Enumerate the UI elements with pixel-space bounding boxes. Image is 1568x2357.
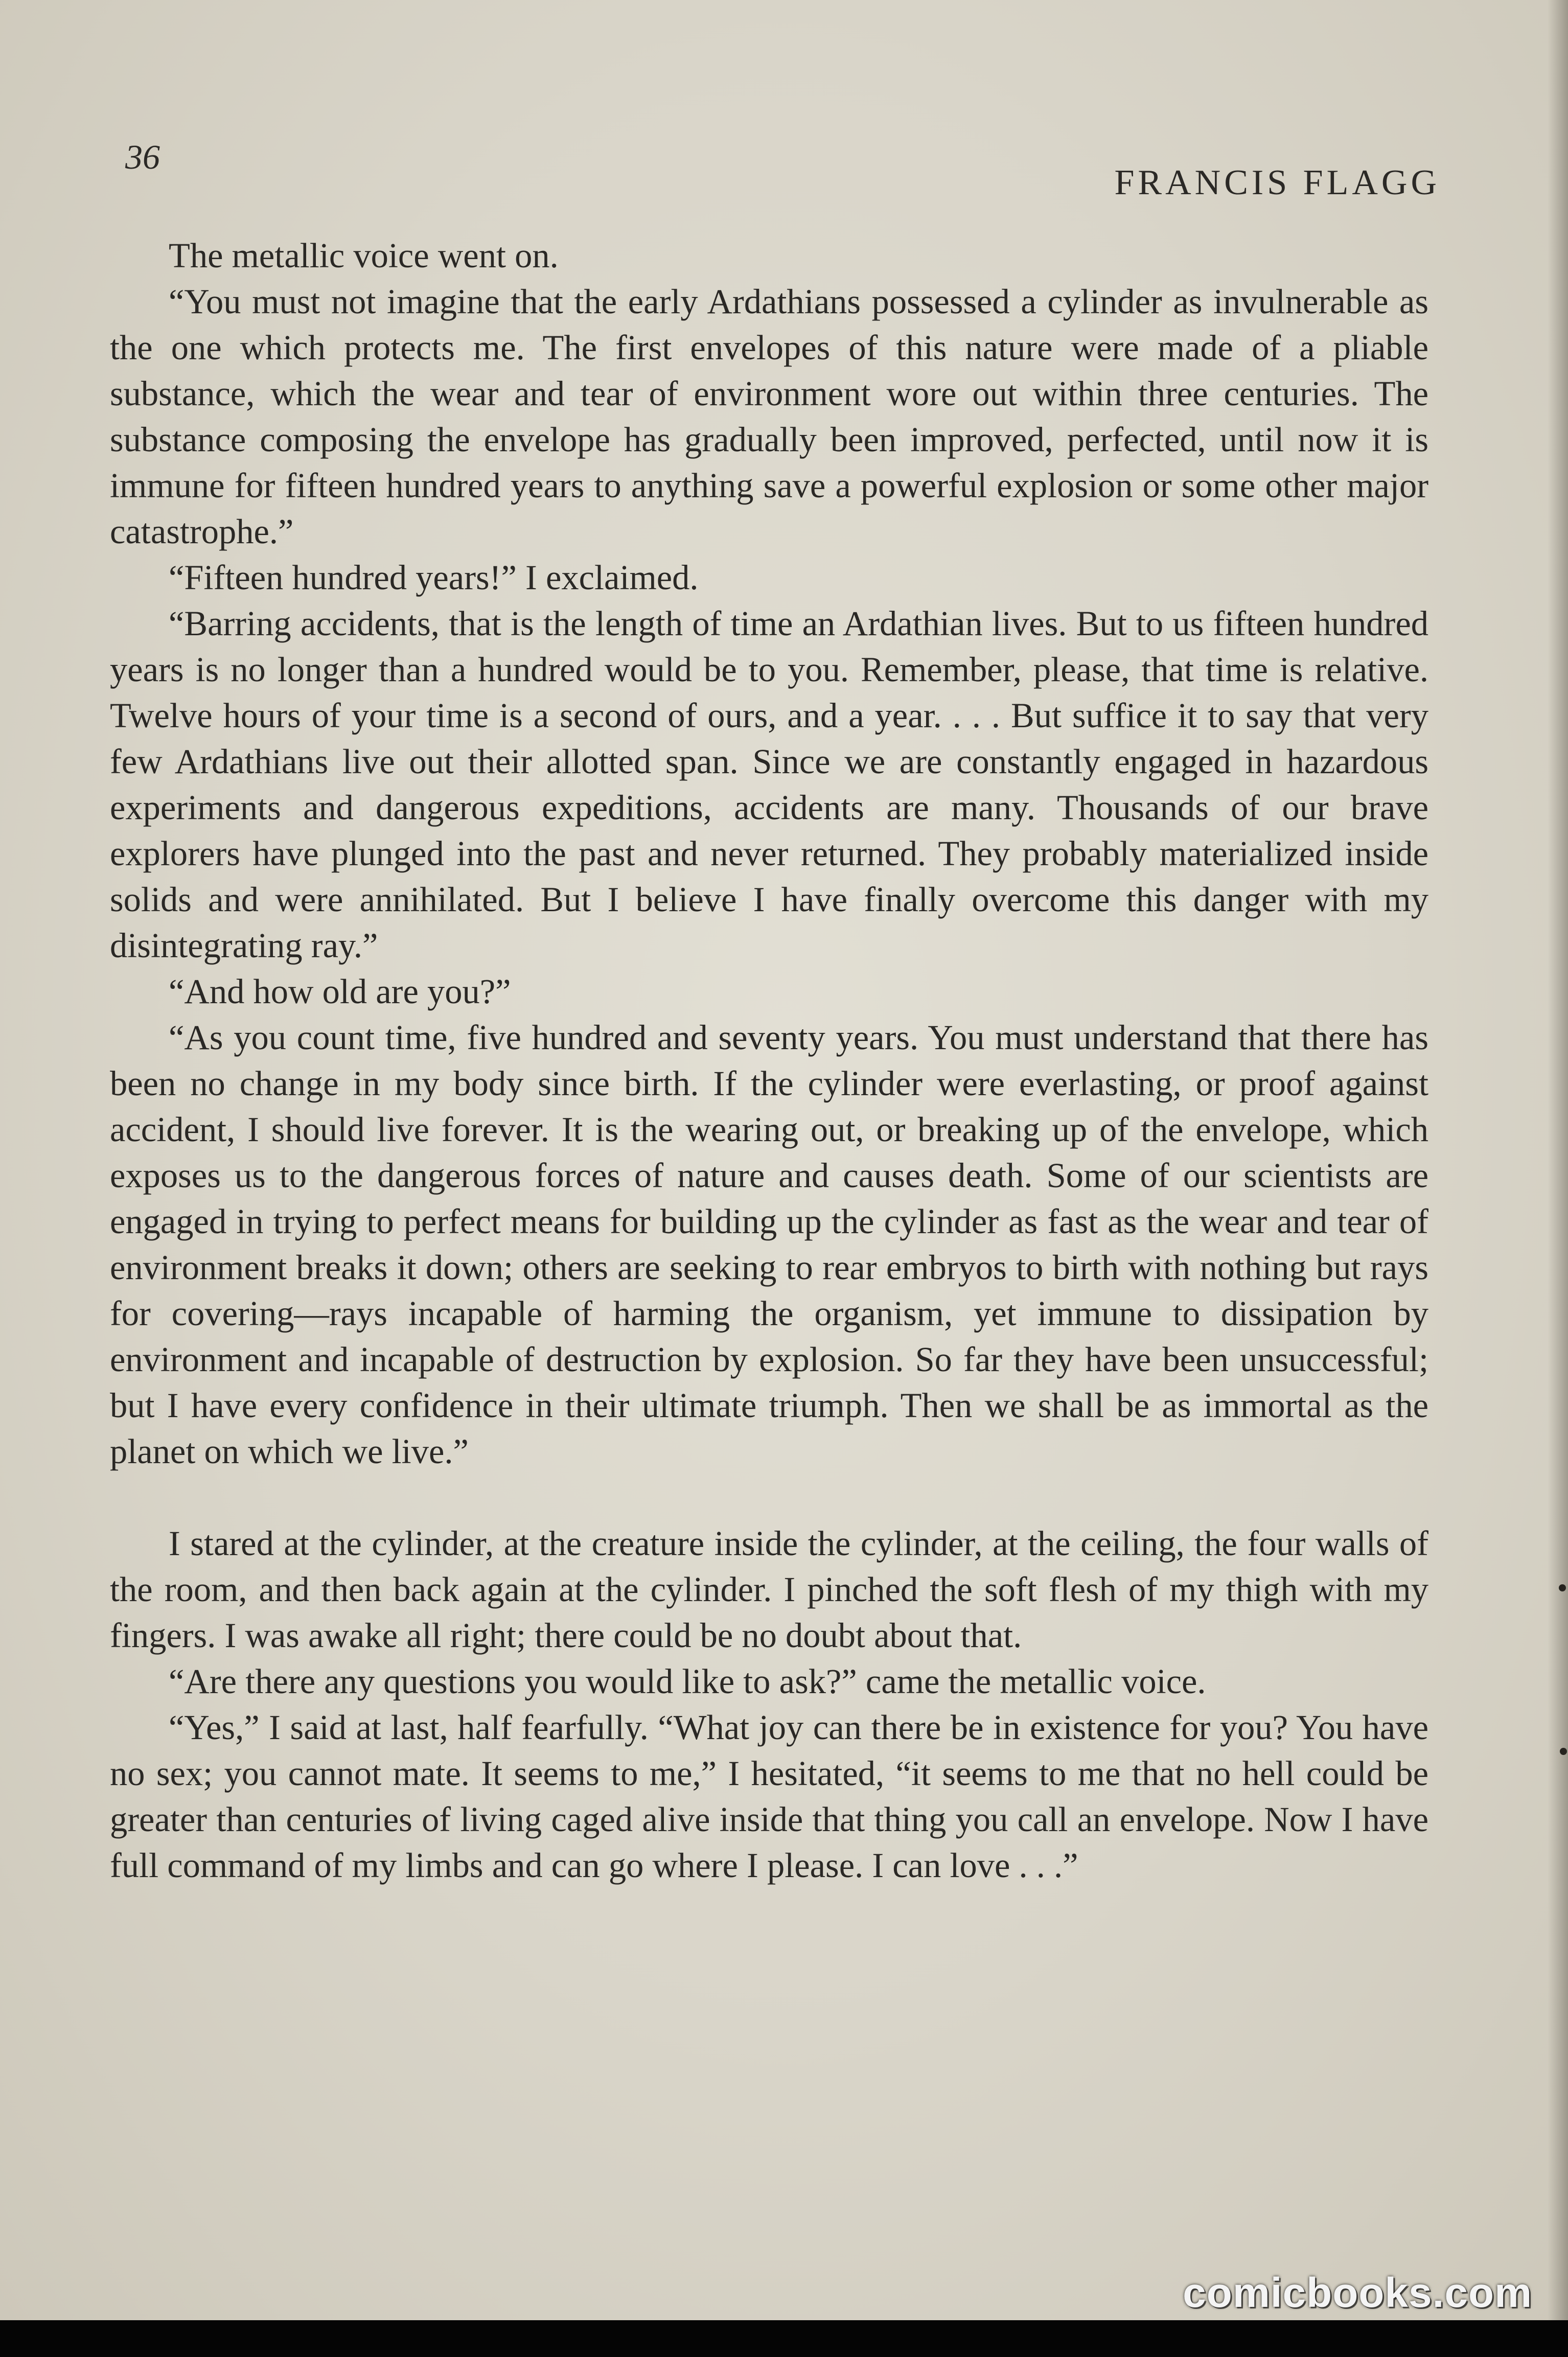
paragraph: I stared at the cylinder, at the creature inside the cylinder, at the ceiling, the four walls of the room, and then back again at the cylinder. I pinched the soft flesh of my thigh with my fingers. I was awake all right; there could be no doubt about that. [110,1524,1428,1655]
running-head: FRANCIS FLAGG [1114,163,1440,202]
paragraph: The metallic voice went on. [169,236,559,275]
paragraph: “Are there any questions you would like to ask?” came the metallic voice. [169,1662,1206,1701]
paragraph: “As you count time, five hundred and seventy years. You must understand that there has been no change in my body since birth. If the cylinder were everlasting, or proof against accident, I should live forever. It is the wearing out, or breaking up of the envelope, which exposes us to the dangerous forces of nature and causes death. Some of our scientists are engaged in trying to perfect means for building up the cylinder as fast as the wear and tear of environment breaks it down; others are seeking to rear embryos to birth with nothing but rays for covering—rays incapable of harming the organism, yet immune to dissipation by environment and incapable of destruction by explosion. So far they have been unsuccessful; but I have every confidence in their ultimate triumph. Then we shall be as immortal as the planet on which we live.” [110,1018,1428,1471]
paragraph: “You must not imagine that the early Ardathians possessed a cylinder as invulnerable as the one which protects me. The first envelopes of this nature were made of a pliable substance, which the wear and tear of environment wore out within three centuries. The substance composing the envelope has gradually been improved, perfected, until now it is immune for fifteen hundred years to anything save a powerful explosion or some other major catastrophe.” [110,282,1428,551]
paragraph: “Yes,” I said at last, half fearfully. “What joy can there be in existence for you? You have no sex; you cannot mate. It seems to me,” I hesitated, “it seems to me that no hell could be greater than centuries of living caged alive inside that thing you call an envelope. Now I have full command of my limbs and can go where I please. I can love . . .” [110,1708,1428,1885]
scan-bottom-border [0,2320,1568,2357]
paragraph: “Fifteen hundred years!” I exclaimed. [169,558,699,597]
page-number: 36 [125,137,160,176]
paragraph: “And how old are you?” [169,972,511,1011]
watermark: comicbooks.com [1183,2270,1532,2316]
paragraph: “Barring accidents, that is the length of time an Ardathian lives. But to us fifteen hundred years is no longer than a hundred would be to you. Remember, please, that time is relative. Twelve hours of your time is a second of ours, and a year. . . . But suffice it to say that very few Ardathians live out their allotted span. Since we are constantly engaged in hazardous experiments and dangerous expeditions, accidents are many. Thousands of our brave explorers have plunged into the past and never returned. They probably materialized inside solids and were annihilated. But I believe I have finally overcome this danger with my disintegrating ray.” [110,604,1428,965]
body-text [110,233,1428,1888]
page-edge-shadow [1548,0,1568,2320]
